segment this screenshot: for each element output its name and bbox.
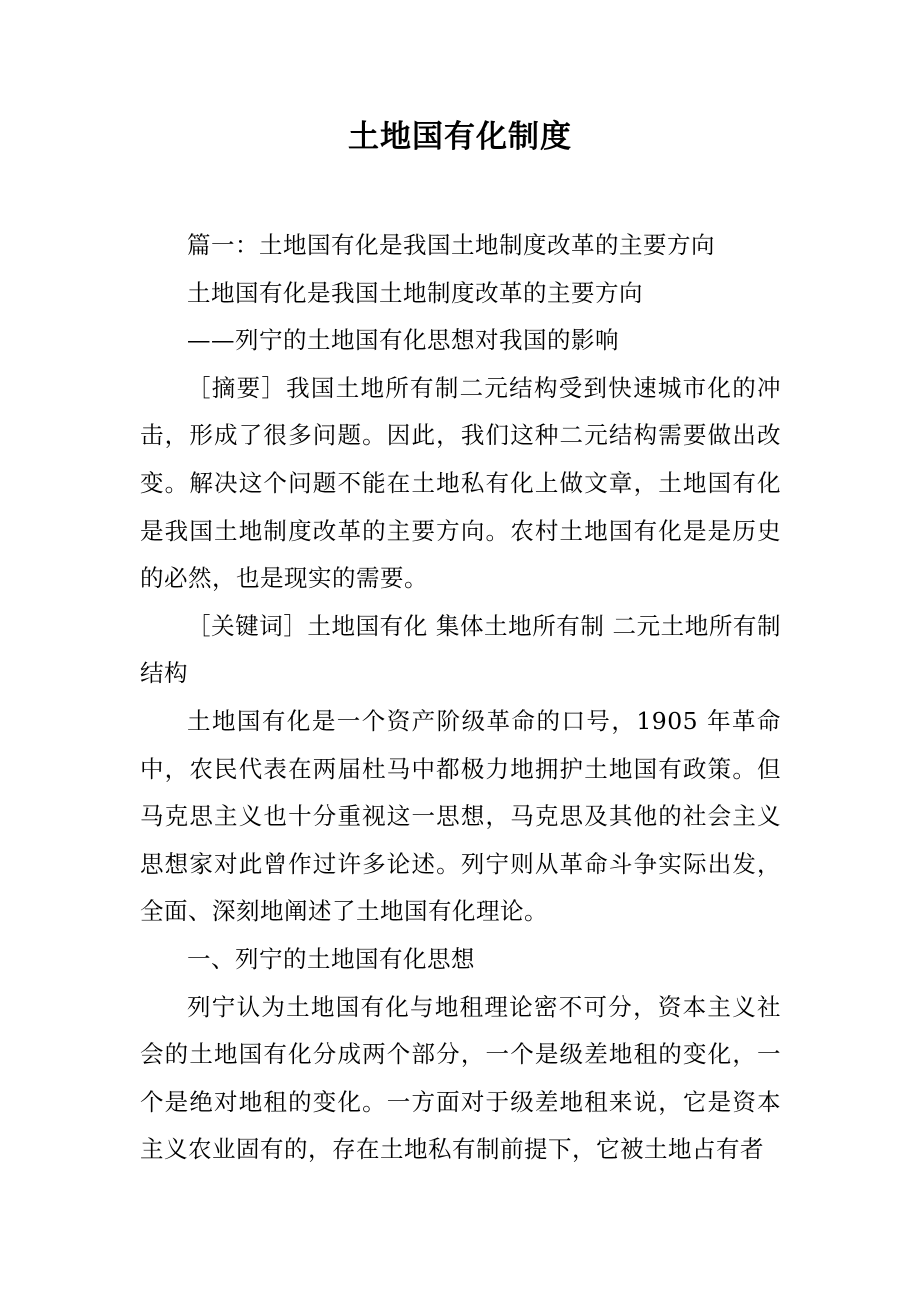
paragraph-keywords: ［关键词］土地国有化 集体土地所有制 二元土地所有制结构: [140, 611, 781, 688]
paragraph-section-one-body: 列宁认为土地国有化与地租理论密不可分，资本主义社会的土地国有化分成两个部分，一个是级差地租的变化，一个是绝对地租的变化。一方面对于级差地租来说，它是资本主义农业固有的，存在土地私有制前提下，它被土地占有者: [140, 992, 781, 1164]
paragraph-article-title: 土地国有化是我国土地制度改革的主要方向: [187, 278, 643, 307]
paragraph-article-subtitle: ——列宁的土地国有化思想对我国的影响: [187, 326, 619, 355]
document-title: 土地国有化制度: [348, 119, 572, 155]
document-body: [140, 222, 781, 1174]
paragraph-abstract: ［摘要］我国土地所有制二元结构受到快速城市化的冲击，形成了很多问题。因此，我们这种二元结构需要做出改变。解决这个问题不能在土地私有化上做文章，土地国有化是我国土地制度改革的主要方向。农村土地国有化是是历史的必然，也是现实的需要。: [140, 373, 781, 593]
paragraph-section-one-heading: 一、列宁的土地国有化思想: [187, 944, 475, 973]
paragraph-intro: 土地国有化是一个资产阶级革命的口号，1905 年革命中，农民代表在两届杜马中都极力地拥护土地国有政策。但马克思主义也十分重视这一思想，马克思及其他的社会主义思想家对此曾作过许多论述。列宁则从革命斗争实际出发，全面、深刻地阐述了土地国有化理论。: [140, 706, 781, 926]
paragraph-part-one-heading: 篇一：土地国有化是我国土地制度改革的主要方向: [187, 231, 715, 259]
